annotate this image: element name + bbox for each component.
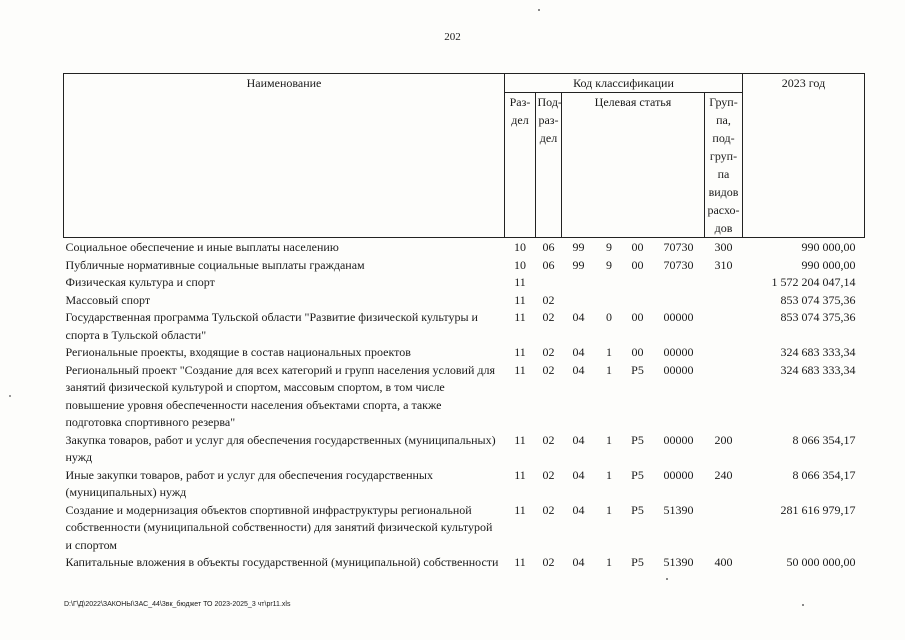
- row-target-direction: 70730: [663, 257, 694, 272]
- header-group: [705, 93, 743, 238]
- row-target-subprogram: 1: [606, 345, 612, 359]
- row-target-subprogram: 1: [606, 432, 612, 447]
- scan-speck: [666, 578, 668, 580]
- row-amount: 324 683 333,34: [780, 362, 856, 377]
- row-razdel: 11: [514, 362, 526, 377]
- row-target-event: P5: [631, 467, 644, 482]
- row-target-direction: 51390: [663, 555, 694, 569]
- row-name: Иные закупки товаров, работ и услуг для обеспечения государственных (муниципальных) нужд: [65, 467, 433, 499]
- row-target-subprogram: 1: [606, 502, 612, 517]
- row-target-program: 99: [572, 257, 585, 272]
- row-expense-group: [705, 344, 743, 362]
- row-target-direction: 00000: [663, 345, 694, 359]
- header-classification: Код классификации: [505, 74, 743, 93]
- row-expense-group: [705, 362, 743, 432]
- table-row: [64, 362, 865, 432]
- row-podrazdel: 02: [542, 292, 555, 307]
- row-target-event: 00: [631, 257, 644, 272]
- row-podrazdel: 02: [542, 345, 555, 359]
- row-target-direction: 70730: [663, 240, 694, 254]
- row-target-program: 04: [572, 362, 585, 377]
- row-target-event: P5: [631, 502, 644, 517]
- row-expense-group: 200: [714, 432, 733, 447]
- row-expense-group: [705, 309, 743, 344]
- row-name: Публичные нормативные социальные выплаты гражданам: [65, 257, 365, 272]
- row-target-subprogram: 1: [606, 362, 612, 377]
- row-amount: 324 683 333,34: [780, 345, 856, 359]
- file-path-footer: D:\Г\Д\2022\ЗАКОНЫ\ЗАС_44\3вк_бюджет ТО 2023-2025_3 чт\pr11.xls: [64, 601, 291, 608]
- row-podrazdel: 06: [542, 240, 555, 254]
- header-target: Целевая статья: [562, 93, 705, 238]
- row-expense-group: 400: [714, 555, 733, 569]
- row-name: Массовый спорт: [65, 292, 151, 307]
- row-target-program: 04: [572, 345, 585, 359]
- row-amount: 853 074 375,36: [780, 310, 856, 324]
- row-amount: 8 066 354,17: [792, 432, 856, 447]
- row-razdel: 11: [514, 345, 526, 359]
- budget-table: [63, 73, 865, 572]
- header-year: 2023 год: [743, 74, 865, 238]
- row-expense-group: [705, 502, 743, 555]
- table-row: [64, 292, 865, 310]
- row-amount: 853 074 375,36: [780, 292, 856, 307]
- row-target-subprogram: [596, 292, 623, 310]
- row-name: Капитальные вложения в объекты государственной (муниципальной) собственности: [65, 555, 499, 569]
- row-amount: 50 000 000,00: [786, 555, 856, 569]
- header-razdel: [505, 93, 536, 238]
- row-target-program: 04: [572, 467, 585, 482]
- scan-speck: [9, 395, 11, 397]
- row-target-event: [623, 274, 653, 292]
- row-podrazdel: 02: [542, 432, 555, 447]
- row-name: Создание и модернизация объектов спортивной инфраструктуры региональной собственности (муниципальной собственности) для занятий физической культурой и спортом: [65, 502, 493, 552]
- header-podrazdel-label: Под-раз-дел: [537, 95, 562, 145]
- table-row: [64, 467, 865, 502]
- row-razdel: 11: [514, 555, 526, 569]
- row-target-direction: 00000: [663, 432, 694, 447]
- page-number: 202: [444, 31, 461, 43]
- row-expense-group: 300: [714, 240, 733, 254]
- row-target-event: P5: [631, 555, 644, 569]
- table-row: [64, 502, 865, 555]
- header-name: Наименование: [64, 74, 505, 238]
- row-target-subprogram: 9: [606, 240, 612, 254]
- row-razdel: 10: [514, 257, 526, 272]
- row-razdel: 11: [514, 502, 526, 517]
- row-name: Региональный проект "Создание для всех категорий и групп населения условий для занятий физической культурой и спортом, массовым спортом, в том числе повышение уровня обеспеченности населения объектами спорта, а также подготовка спортивного резерва": [65, 362, 495, 429]
- row-target-subprogram: 0: [606, 310, 612, 324]
- scan-speck: [538, 9, 540, 11]
- row-target-program: 04: [572, 502, 585, 517]
- table-row: [64, 309, 865, 344]
- row-podrazdel: 02: [542, 362, 555, 377]
- row-amount: 281 616 979,17: [780, 502, 856, 517]
- row-amount: 1 572 204 047,14: [771, 275, 856, 289]
- row-amount: 990 000,00: [801, 240, 856, 254]
- row-target-direction: 00000: [663, 467, 694, 482]
- row-expense-group: [705, 274, 743, 292]
- row-target-subprogram: [596, 274, 623, 292]
- row-podrazdel: 02: [542, 502, 555, 517]
- row-name: Физическая культура и спорт: [65, 275, 215, 289]
- row-podrazdel: 02: [542, 555, 555, 569]
- row-target-direction: [653, 292, 705, 310]
- table-row: [64, 257, 865, 275]
- row-target-program: 04: [572, 432, 585, 447]
- row-podrazdel: [536, 274, 562, 292]
- row-expense-group: 240: [714, 467, 733, 482]
- row-expense-group: [705, 292, 743, 310]
- row-razdel: 10: [514, 240, 526, 254]
- row-target-direction: 00000: [663, 310, 694, 324]
- table-row: [64, 274, 865, 292]
- row-target-direction: 51390: [663, 502, 694, 517]
- row-target-event: 00: [631, 310, 644, 324]
- row-target-subprogram: 9: [606, 257, 612, 272]
- row-target-program: 99: [572, 240, 585, 254]
- row-target-event: P5: [631, 432, 644, 447]
- header-podrazdel: [536, 93, 562, 238]
- row-name: Государственная программа Тульской области "Развитие физической культуры и спорта в Тульской области": [65, 310, 478, 342]
- table-row: [64, 432, 865, 467]
- row-target-subprogram: 1: [606, 555, 612, 569]
- table-row: [64, 238, 865, 257]
- header-group-label: Груп-па, под-груп-па видов расхо-дов: [707, 95, 740, 235]
- row-target-program: 04: [572, 555, 585, 569]
- row-expense-group: 310: [714, 257, 733, 272]
- row-target-event: 00: [631, 240, 644, 254]
- scan-speck: [802, 604, 804, 606]
- row-name: Закупка товаров, работ и услуг для обеспечения государственных (муниципальных) нужд: [65, 432, 496, 464]
- row-amount: 990 000,00: [801, 257, 856, 272]
- row-podrazdel: 02: [542, 467, 555, 482]
- row-target-event: P5: [631, 362, 644, 377]
- table-row: [64, 554, 865, 572]
- row-name: Социальное обеспечение и иные выплаты населению: [65, 240, 339, 254]
- row-razdel: 11: [514, 310, 526, 324]
- row-target-event: 00: [631, 345, 644, 359]
- row-target-program: [562, 292, 596, 310]
- header-razdel-label: Раз-дел: [509, 95, 531, 127]
- table-row: [64, 344, 865, 362]
- row-target-direction: 00000: [663, 362, 694, 377]
- row-target-program: [562, 274, 596, 292]
- header-row: [64, 74, 865, 93]
- row-target-subprogram: 1: [606, 467, 612, 482]
- row-razdel: 11: [514, 275, 526, 289]
- row-razdel: 11: [514, 292, 526, 307]
- row-amount: 8 066 354,17: [792, 467, 856, 482]
- row-name: Региональные проекты, входящие в состав национальных проектов: [65, 345, 411, 359]
- row-target-event: [623, 292, 653, 310]
- row-target-program: 04: [572, 310, 585, 324]
- row-podrazdel: 06: [542, 257, 555, 272]
- row-target-direction: [653, 274, 705, 292]
- row-razdel: 11: [514, 432, 526, 447]
- row-razdel: 11: [514, 467, 526, 482]
- row-podrazdel: 02: [542, 310, 555, 324]
